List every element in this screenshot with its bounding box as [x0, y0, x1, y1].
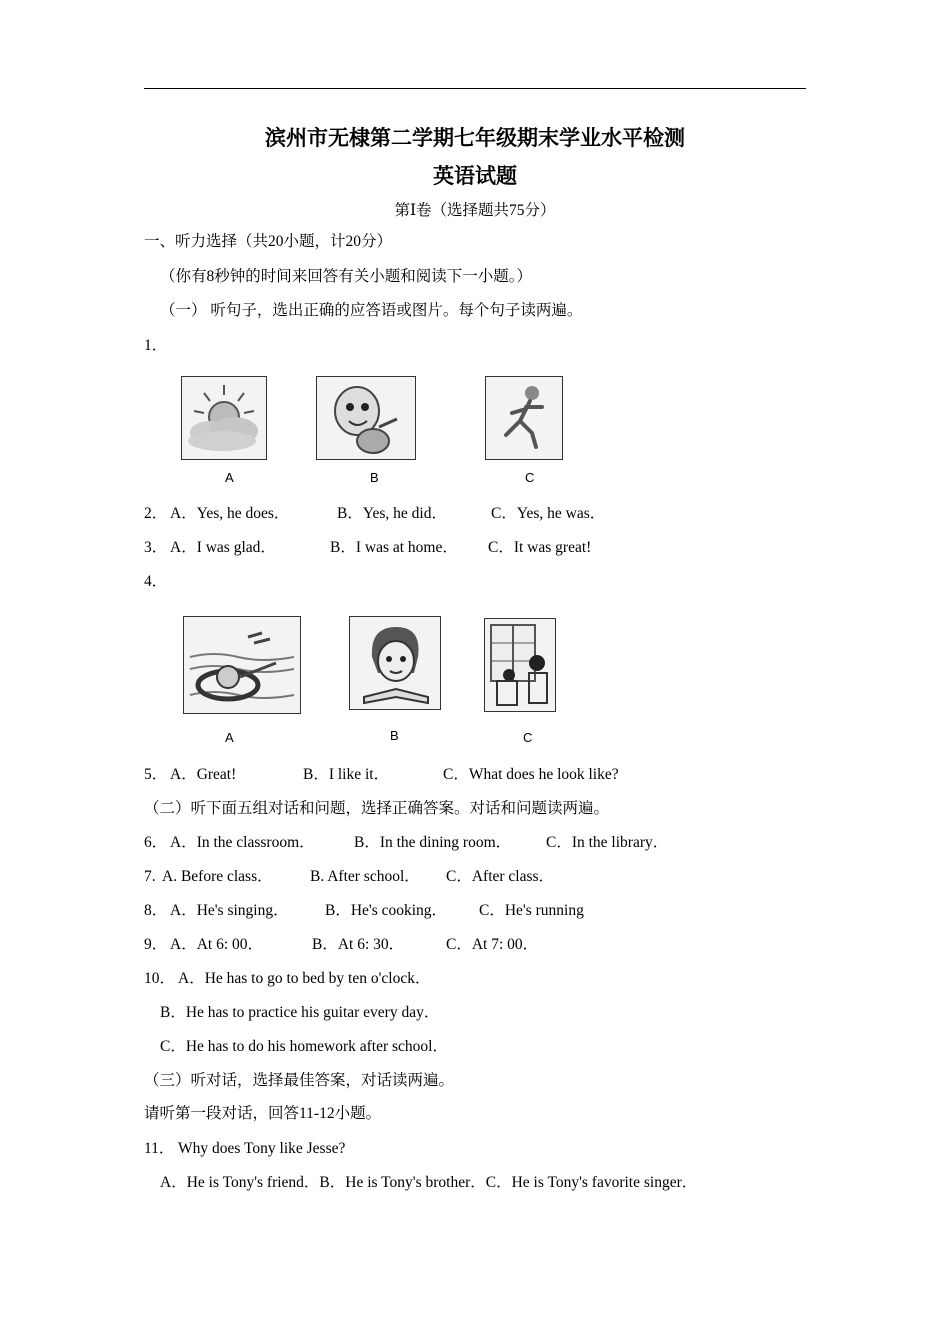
q6-option-a: A．In the classroom．: [170, 834, 315, 851]
q5-option-c: C．What does he look like?: [443, 766, 619, 783]
q4-label-a: A: [225, 730, 234, 745]
q2-option-a: A．Yes, he does．: [170, 505, 290, 522]
question-7-number: 7.: [144, 868, 160, 885]
girl-reading-picture-icon: [349, 616, 441, 710]
q5-option-a: A．Great!: [170, 766, 237, 783]
part3-intro: 请听第一段对话，回答11-12小题。: [144, 1105, 382, 1122]
question-3-number: 3．: [144, 539, 168, 556]
q1-label-b: B: [370, 470, 379, 485]
q3-option-a: A．I was glad．: [170, 539, 276, 556]
q7-option-c: C．After class．: [446, 868, 555, 885]
q9-option-b: B．At 6: 30．: [312, 936, 405, 953]
q7-option-b: B. After school．: [310, 868, 420, 885]
q8-option-a: A．He's singing．: [170, 902, 289, 919]
sun-cloud-picture-icon: [181, 376, 267, 460]
q8-option-c: C．He's running: [479, 902, 584, 919]
running-boy-picture-icon: [485, 376, 563, 460]
q9-option-c: C．At 7: 00．: [446, 936, 539, 953]
swimming-boy-picture-icon: [183, 616, 301, 714]
q3-option-b: B．I was at home．: [330, 539, 458, 556]
q5-option-b: B．I like it．: [303, 766, 390, 783]
q9-option-a: A．At 6: 00．: [170, 936, 264, 953]
q2-option-c: C．Yes, he was．: [491, 505, 606, 522]
question-8-number: 8．: [144, 902, 168, 919]
q8-option-b: B．He's cooking．: [325, 902, 448, 919]
q11-stem: Why does Tony like Jesse?: [178, 1140, 346, 1157]
q2-option-b: B．Yes, he did．: [337, 505, 447, 522]
q4-label-c: C: [523, 730, 533, 745]
q4-label-b: B: [390, 728, 399, 743]
q1-label-c: C: [525, 470, 535, 485]
question-2-number: 2．: [144, 505, 168, 522]
header-rule: [144, 88, 806, 89]
question-5-number: 5．: [144, 766, 168, 783]
volume-heading: 第Ⅰ卷（选择题共75分）: [394, 202, 556, 219]
q3-option-c: C．It was great!: [488, 539, 592, 556]
exam-title: 滨州市无棣第二学期七年级期末学业水平检测: [265, 126, 685, 150]
q7-option-a: A. Before class．: [162, 868, 273, 885]
part1-instruction: （一） 听句子，选出正确的应答语或图片。每个句子读两遍。: [160, 302, 583, 319]
question-9-number: 9．: [144, 936, 168, 953]
children-at-window-picture-icon: [484, 618, 556, 712]
section-note: （你有8秒钟的时间来回答有关小题和阅读下一小题。）: [160, 268, 533, 285]
section-heading: 一、听力选择（共20小题，计20分）: [144, 233, 393, 250]
q11-options: A．He is Tony's friend．B．He is Tony's brother．C．He is Tony's favorite singer．: [160, 1174, 698, 1191]
question-11-number: 11．: [144, 1140, 175, 1157]
exam-subtitle: 英语试题: [433, 164, 517, 188]
question-10-number: 10．: [144, 970, 176, 987]
q10-option-c: C．He has to do his homework after school．: [160, 1038, 448, 1055]
part3-instruction: （三）听对话，选择最佳答案，对话读两遍。: [144, 1072, 455, 1089]
q10-option-a: A．He has to go to bed by ten o'clock．: [178, 970, 431, 987]
part2-instruction: （二）听下面五组对话和问题，选择正确答案。对话和问题读两遍。: [144, 800, 610, 817]
question-1-number: 1．: [144, 337, 168, 354]
q6-option-b: B．In the dining room．: [354, 834, 512, 851]
q6-option-c: C．In the library．: [546, 834, 669, 851]
baby-cartoon-picture-icon: [316, 376, 416, 460]
question-6-number: 6．: [144, 834, 168, 851]
q1-label-a: A: [225, 470, 234, 485]
question-4-number: 4．: [144, 573, 168, 590]
q10-option-b: B．He has to practice his guitar every day．: [160, 1004, 440, 1021]
